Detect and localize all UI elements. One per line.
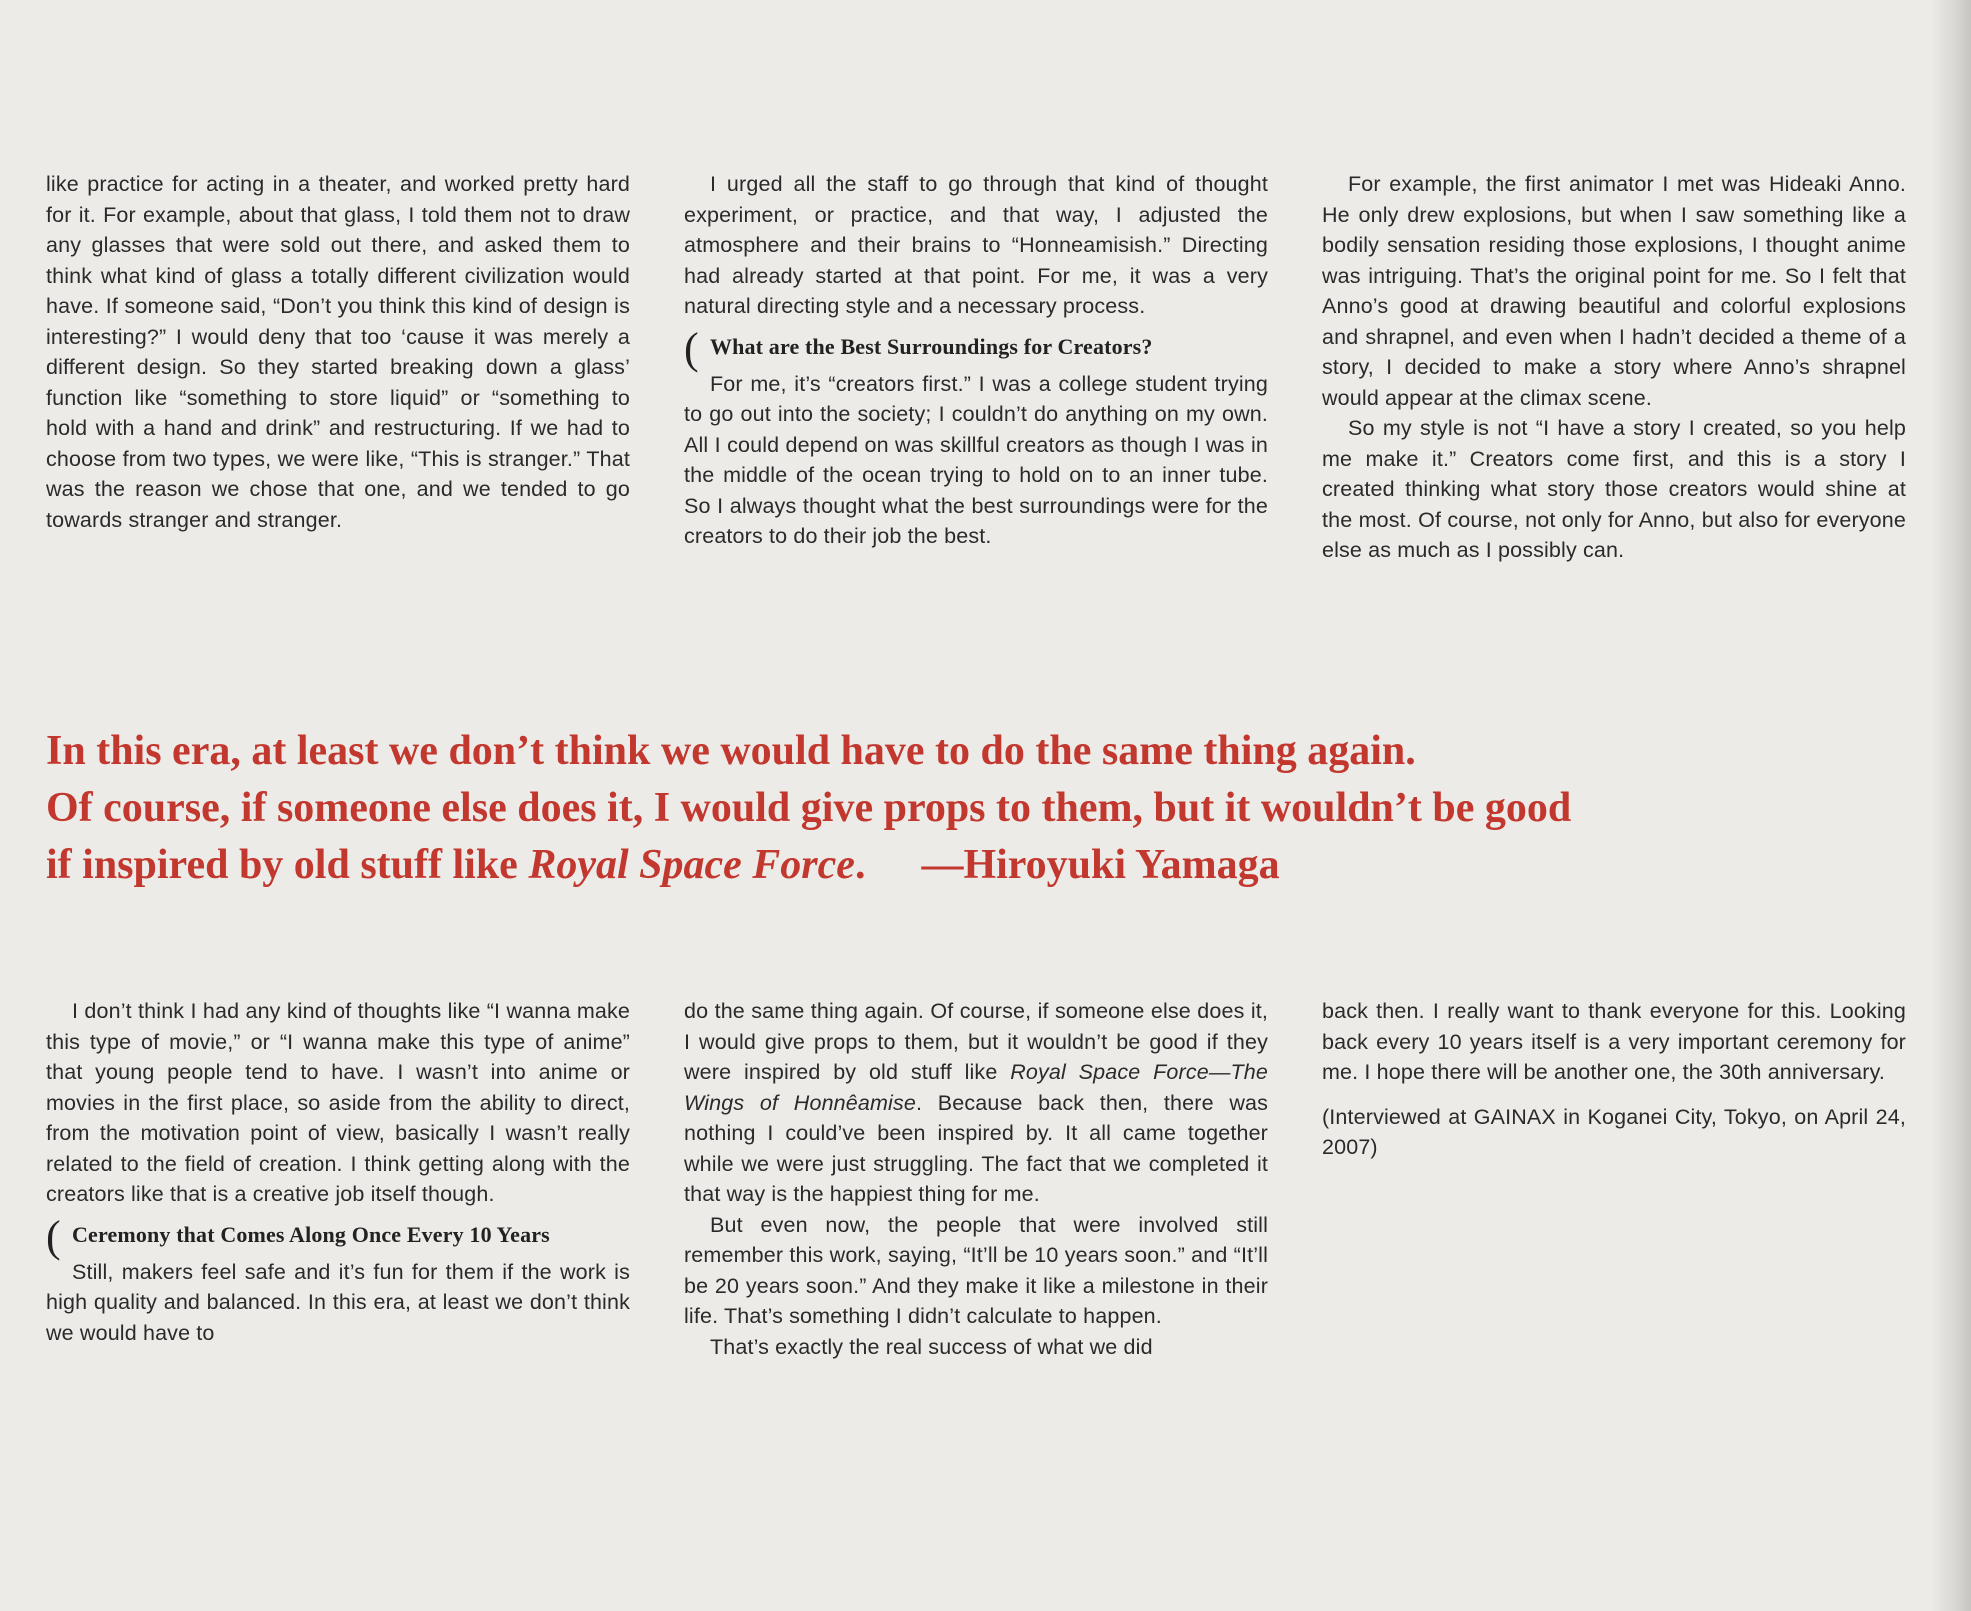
top-column-1 (46, 169, 630, 535)
bottom-column-2 (684, 996, 1268, 1362)
heading-bracket-ornament: ( (46, 1211, 61, 1261)
paragraph: So my style is not “I have a story I created, so you help me make it.” Creators come first, and this is a story I created thinking what story those creators would shine at the most. Of course, not only for Anno, but also for everyone else as much as I possibly can. (1322, 416, 1906, 562)
pull-quote-title: Royal Space Force (528, 842, 855, 888)
paragraph: like practice for acting in a theater, and worked pretty hard for it. For example, about that glass, I told them not to draw any glasses that were sold out there, and asked them to think what kind of glass a totally different civilization would have. If someone said, “Don’t you think this kind of design is interesting?” I would deny that too ‘cause it was merely a different design. So they started breaking down a glass’ function like “something to store liquid” or “something to hold with a hand and drink” and restructuring. If we had to choose from two types, we were like, “This is stranger.” That was the reason we chose that one, and we tended to go towards stranger and stranger. (46, 172, 630, 532)
pull-quote (46, 723, 1926, 894)
page-edge-shadow (1931, 0, 1971, 1611)
top-column-3 (1322, 169, 1906, 566)
section-heading-ceremony (46, 1211, 630, 1261)
section-heading-text: Ceremony that Comes Along Once Every 10 Years (72, 1221, 550, 1247)
pull-quote-line (46, 837, 1926, 894)
section-heading-surroundings (684, 323, 1268, 373)
bottom-column-3 (1322, 996, 1906, 1163)
paragraph: back then. I really want to thank everyone for this. Looking back every 10 years itself is a very important ceremony for me. I hope there will be another one, the 30th anniversary. (1322, 999, 1906, 1084)
paragraph-text: do the same thing again. Of course, if someone else does it, I would give props to them, but it wouldn’t be good if they were inspired by old stuff like (684, 999, 1268, 1084)
paragraph: I urged all the staff to go through that kind of thought experiment, or practice, and that way, I adjusted the atmosphere and their brains to “Honneamisish.” Directing had already started at that point. For me, it was a very natural directing style and a necessary process. (684, 172, 1268, 318)
paragraph: For me, it’s “creators first.” I was a college student trying to go out into the society; I couldn’t do anything on my own. All I could depend on was skillful creators as though I was in the middle of the ocean trying to hold on to an inner tube. So I always thought what the best surroundings were for the creators to do their job the best. (684, 371, 1268, 548)
heading-bracket-ornament: ( (684, 323, 699, 373)
pull-quote-line: Of course, if someone else does it, I would give props to them, but it wouldn’t be good (46, 785, 1572, 831)
top-column-2 (684, 169, 1268, 552)
paragraph: Still, makers feel safe and it’s fun for them if the work is high quality and balanced. In this era, at least we don’t think we would have to (46, 1259, 630, 1345)
pull-quote-text: . (854, 842, 866, 888)
pull-quote-line: In this era, at least we don’t think we would have to do the same thing again. (46, 728, 1416, 774)
paragraph: I don’t think I had any kind of thoughts like “I wanna make this type of movie,” or “I wanna make this type of anime” that young people tend to have. I wasn’t into anime or movies in the first place, so aside from the ability to direct, from the motivation point of view, basically I wasn’t really related to the field of creation. I think getting along with the creators like that is a creative job itself though. (46, 999, 630, 1206)
section-heading-text: What are the Best Surroundings for Creators? (710, 333, 1153, 359)
paragraph (684, 996, 1268, 1210)
bottom-column-1 (46, 996, 630, 1348)
pull-quote-text: if inspired by old stuff like (46, 842, 529, 888)
pull-quote-attribution: —Hiroyuki Yamaga (921, 842, 1280, 888)
paragraph: For example, the first animator I met was Hideaki Anno. He only drew explosions, but when I saw something like a bodily sensation residing those explosions, I thought anime was intriguing. That’s the original point for me. So I felt that Anno’s good at drawing beautiful and colorful explosions and shrapnel, and even when I hadn’t decided a theme of a story, I decided to make a story where Anno’s shrapnel would appear at the climax scene. (1322, 172, 1906, 410)
paragraph: But even now, the people that were involved still remember this work, saying, “It’ll be 10 years soon.” and “It’ll be 20 years soon.” And they make it like a milestone in their life. That’s something I didn’t calculate to happen. (684, 1212, 1268, 1328)
paragraph-text: . Because back then, there was nothing I could’ve been inspired by. It all came together while we were just struggling. The fact that we completed it that way is the happiest thing for me. (684, 1090, 1269, 1206)
work-title: Royal Space Force—The Wings of Honnêamise (684, 1060, 1268, 1115)
interview-credit: (Interviewed at GAINAX in Koganei City, Tokyo, on April 24, 2007) (1322, 1104, 1906, 1159)
paragraph: That’s exactly the real success of what we did (710, 1334, 1153, 1359)
